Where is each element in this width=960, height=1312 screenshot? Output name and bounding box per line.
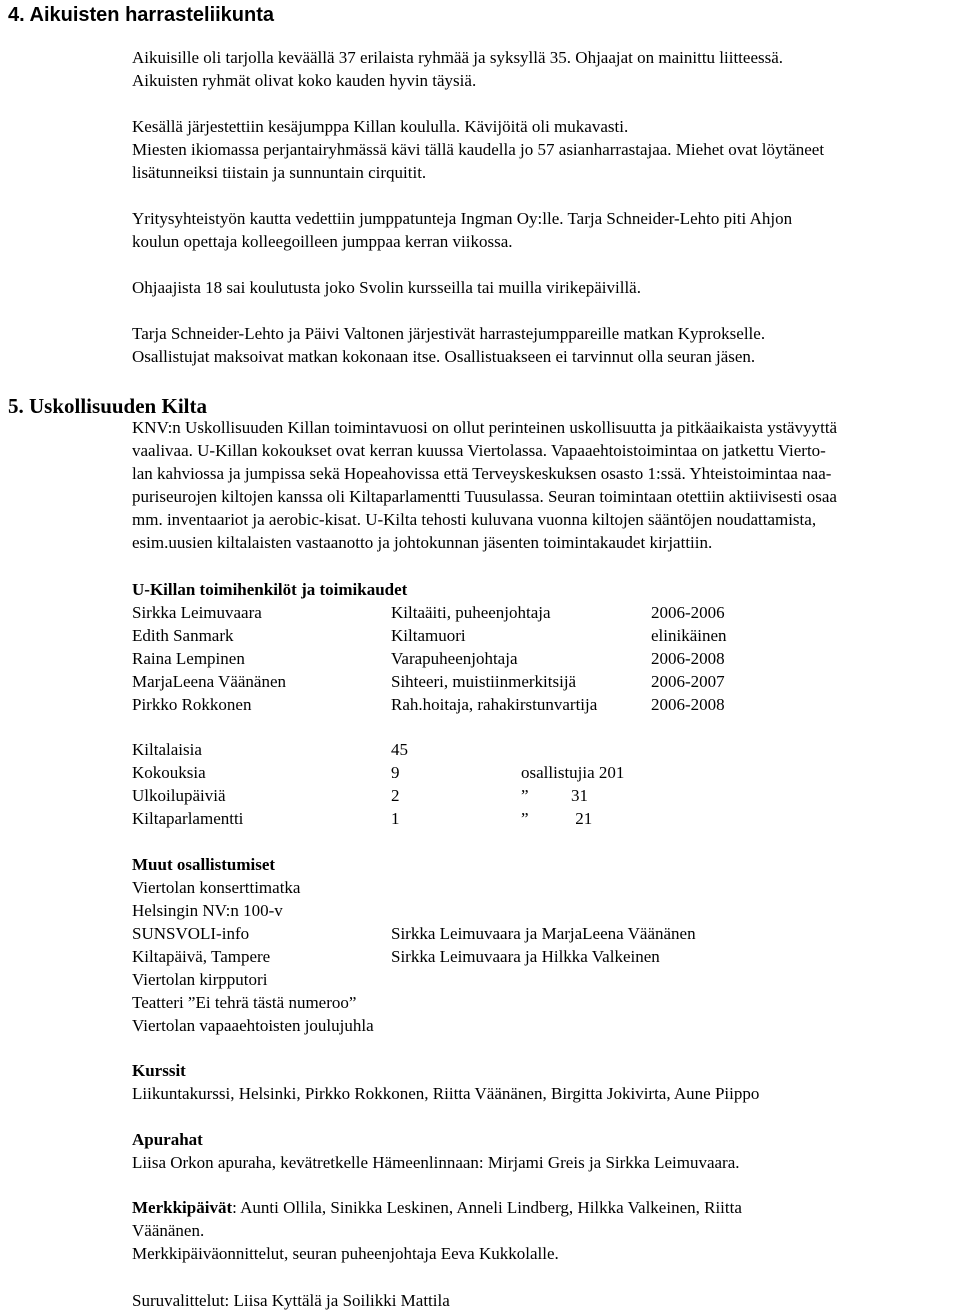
text-line: Tarja Schneider-Lehto ja Päivi Valtonen järjestivät harrastejumppareille matkan Kyprokselle. xyxy=(132,324,766,343)
condolences xyxy=(132,1289,930,1312)
list-item: Viertolan vapaaehtoisten joulujuhla xyxy=(132,1016,374,1035)
stats-table xyxy=(132,738,930,830)
milestones-names: : Aunti Ollila, Sinikka Leskinen, Anneli Lindberg, Hilkka Valkeinen, Riitta xyxy=(232,1198,742,1217)
section-5-heading: 5. Uskollisuuden Kilta xyxy=(8,394,207,418)
list-item: Teatteri ”Ei tehrä tästä numeroo” xyxy=(132,993,357,1012)
text-line: Osallistujat maksoivat matkan kokonaan itse. Osallistuakseen ei tarvinnut olla seuran jäsen. xyxy=(132,347,756,366)
text-line: Aikuisten ryhmät olivat koko kauden hyvin täysiä. xyxy=(132,71,477,90)
milestones-names-cont: Väänänen. xyxy=(132,1221,205,1240)
text-line: Ohjaajista 18 sai koulutusta joko Svolin kursseilla tai muilla virikepäivillä. xyxy=(132,278,641,297)
officers-title: U-Killan toimihenkilöt ja toimikaudet xyxy=(132,580,408,599)
text-line: puriseurojen kiltojen kanssa oli Kiltaparlamentti Tuusulassa. Seuran toimintaan otettiin aktiivisesti osaa xyxy=(132,487,837,506)
milestones-label: Merkkipäivät xyxy=(132,1198,233,1217)
text-line: mm. inventaariot ja aerobic-kisat. U-Kilta tehosti kuluvana vuonna kiltojen sääntöjen noudattamista, xyxy=(132,510,817,529)
table-row: Ulkoilupäiviä 2 ” 31 xyxy=(132,786,589,805)
text-line: koulun opettaja kolleegoilleen jumppaa kerran viikossa. xyxy=(132,232,513,251)
text-line: KNV:n Uskollisuuden Killan toimintavuosi on ollut perinteinen uskollisuutta ja pitkäaikaista ystävyyttä xyxy=(132,418,838,437)
text-line: lan kahviossa ja jumpissa sekä Hopeahovissa että Terveyskeskuksen osasto 1:ssä. Yhteistoimintaa naa- xyxy=(132,464,832,483)
list-item: Viertolan konserttimatka xyxy=(132,878,301,897)
table-row: MarjaLeena Väänänen Sihteeri, muistiinmerkitsijä 2006-2007 xyxy=(132,672,725,691)
list-item: Kiltapäivä, Tampere Sirkka Leimuvaara ja Hilkka Valkeinen xyxy=(132,947,660,966)
text-line: Yritysyhteistyön kautta vedettiin jumppatunteja Ingman Oy:lle. Tarja Schneider-Lehto piti Ahjon xyxy=(132,209,793,228)
table-row: Raina Lempinen Varapuheenjohtaja 2006-2008 xyxy=(132,649,725,668)
milestones-section xyxy=(132,1196,930,1265)
courses-title: Kurssit xyxy=(132,1061,186,1080)
courses-section xyxy=(132,1059,930,1105)
text-line: esim.uusien kiltalaisten vastaanotto ja johtokunnan jäsenten toimintakaudet kirjattiin. xyxy=(132,533,713,552)
officers-table xyxy=(132,578,930,716)
text-line: Aikuisille oli tarjolla keväällä 37 erilaista ryhmää ja syksyllä 35. Ohjaajat on mainittu liitteessä. xyxy=(132,48,784,67)
text-line: Kesällä järjestettiin kesäjumppa Killan koululla. Kävijöitä oli mukavasti. xyxy=(132,117,629,136)
grants-section xyxy=(132,1128,930,1174)
section-4-body xyxy=(132,46,930,368)
text-line: Miesten ikiomassa perjantairyhmässä kävi tällä kaudella jo 57 asianharrastajaa. Miehet ovat löytäneet xyxy=(132,140,825,159)
intro-paragraph xyxy=(132,416,930,554)
section-5-body xyxy=(132,416,930,554)
paragraph xyxy=(132,322,930,368)
table-row: Pirkko Rokkonen Rah.hoitaja, rahakirstunvartija 2006-2008 xyxy=(132,695,725,714)
paragraph xyxy=(132,115,930,184)
other-title: Muut osallistumiset xyxy=(132,855,276,874)
paragraph xyxy=(132,46,930,92)
list-item: SUNSVOLI-info Sirkka Leimuvaara ja MarjaLeena Väänänen xyxy=(132,924,696,943)
grants-text: Liisa Orkon apuraha, kevätretkelle Hämeenlinnaan: Mirjami Greis ja Sirkka Leimuvaara. xyxy=(132,1153,740,1172)
table-row: Kiltalaisia 45 xyxy=(132,740,408,759)
text-line: lisätunneiksi tiistain ja sunnuntain cirquitit. xyxy=(132,163,427,182)
grants-title: Apurahat xyxy=(132,1130,203,1149)
table-row: Sirkka Leimuvaara Kiltaäiti, puheenjohtaja 2006-2006 xyxy=(132,603,725,622)
table-row: Kiltaparlamentti 1 ” 21 xyxy=(132,809,593,828)
text-line: vaalivaa. U-Killan kokoukset ovat kerran kuussa Viertolassa. Vapaaehtoistoimintaa on jatkettu Vierto- xyxy=(132,441,826,460)
courses-text: Liikuntakurssi, Helsinki, Pirkko Rokkonen, Riitta Väänänen, Birgitta Jokivirta, Aune Piippo xyxy=(132,1084,760,1103)
paragraph xyxy=(132,276,930,299)
table-row: Edith Sanmark Kiltamuori elinikäinen xyxy=(132,626,727,645)
list-item: Viertolan kirpputori xyxy=(132,970,268,989)
paragraph xyxy=(132,207,930,253)
section-4-heading: 4. Aikuisten harrasteliikunta xyxy=(8,4,275,26)
milestones-note: Merkkipäiväonnittelut, seuran puheenjohtaja Eeva Kukkolalle. xyxy=(132,1244,559,1263)
list-item: Helsingin NV:n 100-v xyxy=(132,901,283,920)
other-participations xyxy=(132,853,930,1037)
milestones-paragraph xyxy=(132,1196,930,1265)
condolences-text: Suruvalittelut: Liisa Kyttälä ja Soilikki Mattila xyxy=(132,1291,450,1310)
table-row: Kokouksia 9 osallistujia 201 xyxy=(132,763,625,782)
